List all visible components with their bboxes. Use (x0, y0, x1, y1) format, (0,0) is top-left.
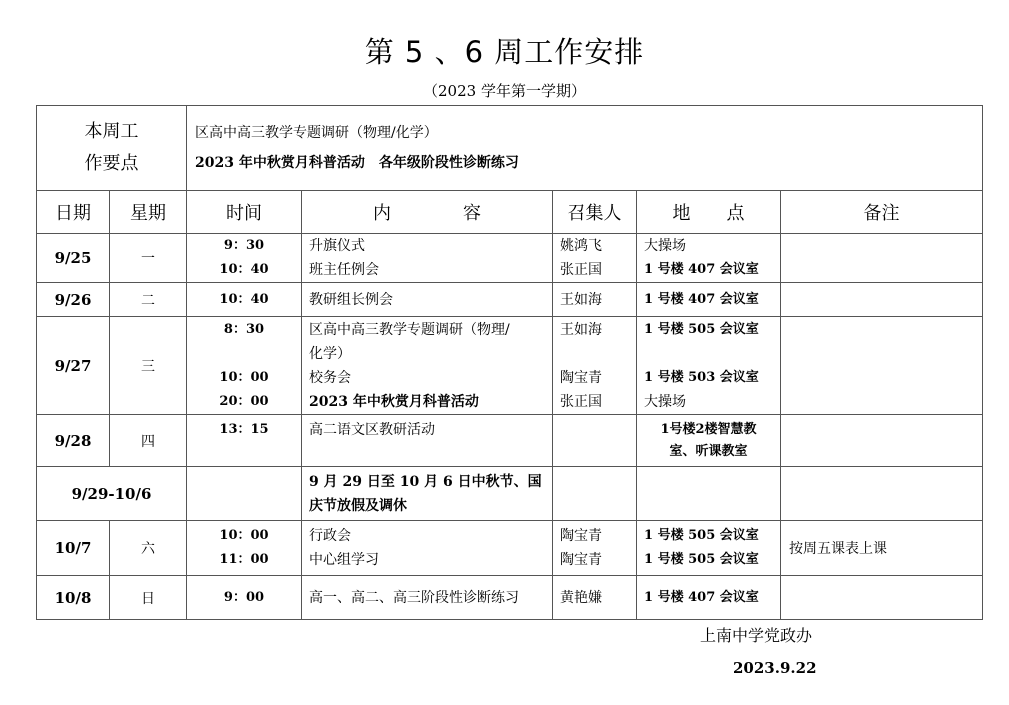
location-cell (637, 415, 781, 467)
time-value: 9：00 (223, 589, 265, 605)
content-value: 教研组长例会 (309, 291, 393, 308)
location-value: 1 号楼 505 会议室 (644, 321, 759, 337)
convener-cell (553, 415, 637, 467)
header-convener: 召集人 (553, 191, 637, 234)
table-row (37, 234, 983, 283)
focus-label-cell (37, 106, 187, 191)
content-value: 行政会 (309, 528, 351, 544)
convener-cell (553, 576, 637, 620)
content-value: 班主任例会 (309, 262, 379, 278)
convener-cell (553, 234, 637, 283)
time-value: 11：00 (219, 552, 269, 567)
location-cell (637, 234, 781, 283)
table-row (37, 283, 983, 317)
convener-value: 王如海 (560, 291, 602, 308)
content-value: 升旗仪式 (309, 238, 365, 254)
time-value (187, 342, 301, 366)
convener-value: 陶宝青 (560, 528, 602, 544)
content-value: 高一、高二、高三阶段性诊断练习 (309, 589, 519, 606)
location-value: 大操场 (644, 393, 686, 410)
time-value: 13：15 (219, 422, 269, 437)
schedule-table (36, 105, 983, 620)
content-value: 化学） (309, 345, 351, 362)
content-cell (302, 283, 553, 317)
convener-cell (553, 521, 637, 576)
time-value: 10：40 (219, 291, 269, 307)
issue-date: 2023.9.22 (733, 659, 817, 677)
content-value: 区高中高三教学专题调研（物理/ (309, 321, 510, 338)
convener-cell (553, 317, 637, 415)
weekday-cell: 四 (110, 415, 187, 467)
time-value: 20：00 (219, 393, 269, 409)
content-cell (302, 576, 553, 620)
header-row (37, 191, 983, 234)
location-cell (637, 283, 781, 317)
time-value: 10：00 (219, 369, 269, 385)
note-cell (781, 283, 983, 317)
table-row (37, 521, 983, 576)
convener-value: 张正国 (560, 262, 602, 278)
convener-value (560, 342, 636, 366)
location-value: 1 号楼 407 会议室 (644, 291, 759, 307)
location-value: 1 号楼 503 会议室 (644, 369, 759, 385)
header-content: 内 容 (302, 191, 553, 234)
date-cell: 9/28 (37, 415, 110, 467)
location-value: 1 号楼 505 会议室 (644, 528, 759, 543)
focus-label-line1: 本周工 (84, 121, 139, 142)
convener-value: 黄艳嫌 (560, 589, 602, 606)
date-cell: 9/26 (37, 283, 110, 317)
time-cell (187, 283, 302, 317)
issuing-office: 上南中学党政办 (700, 626, 813, 645)
location-cell (637, 317, 781, 415)
content-value: 9 月 29 日至 10 月 6 日中秋节、国 (309, 473, 542, 490)
focus-item: 区高中高三教学专题调研（物理/化学） (195, 125, 438, 141)
date-cell: 9/29-10/6 (37, 467, 187, 521)
time-cell (187, 317, 302, 415)
time-cell (187, 521, 302, 576)
content-value: 高二语文区教研活动 (309, 422, 435, 438)
time-value: 8：30 (223, 321, 265, 337)
page-title: 第 5 、6 周工作安排 (364, 35, 645, 69)
date-cell: 9/25 (37, 234, 110, 283)
time-cell (187, 576, 302, 620)
location-value: 1 号楼 407 会议室 (644, 262, 759, 277)
table-row (37, 415, 983, 467)
content-value: 校务会 (309, 369, 351, 386)
convener-value: 陶宝青 (560, 552, 602, 568)
weekday-cell: 日 (110, 576, 187, 620)
location-cell (637, 576, 781, 620)
focus-label-line2: 作要点 (84, 153, 139, 174)
focus-row (37, 106, 983, 191)
location-value: 大操场 (644, 238, 686, 254)
date-cell: 10/7 (37, 521, 110, 576)
header-weekday: 星期 (110, 191, 187, 234)
location-cell (637, 521, 781, 576)
location-value: 1 号楼 407 会议室 (644, 589, 759, 605)
content-cell (302, 317, 553, 415)
location-cell (637, 467, 781, 521)
note-cell (781, 576, 983, 620)
convener-value: 姚鸿飞 (560, 238, 602, 254)
content-value: 中心组学习 (309, 552, 379, 568)
date-cell: 9/27 (37, 317, 110, 415)
time-cell (187, 415, 302, 467)
header-location: 地 点 (637, 191, 781, 234)
content-cell (302, 415, 553, 467)
weekday-cell: 一 (110, 234, 187, 283)
location-value: 1 号楼 505 会议室 (644, 552, 759, 567)
weekday-cell: 六 (110, 521, 187, 576)
location-value: 室、听课教室 (669, 443, 748, 459)
page-subtitle: （2023 学年第一学期） (423, 82, 586, 100)
time-cell (187, 467, 302, 521)
date-cell: 10/8 (37, 576, 110, 620)
content-value: 庆节放假及调休 (309, 497, 407, 514)
convener-cell (553, 283, 637, 317)
note-cell (781, 415, 983, 467)
time-value: 10：40 (219, 262, 269, 277)
note-cell (781, 467, 983, 521)
content-cell (302, 521, 553, 576)
content-value: 2023 年中秋赏月科普活动 (309, 393, 479, 410)
convener-cell (553, 467, 637, 521)
weekday-cell: 三 (110, 317, 187, 415)
convener-value: 陶宝青 (560, 369, 602, 386)
focus-content-cell (187, 106, 983, 191)
note-cell (781, 317, 983, 415)
content-cell (302, 467, 553, 521)
header-date: 日期 (37, 191, 110, 234)
location-value: 1号楼2楼智慧教 (660, 421, 757, 437)
header-notes: 备注 (781, 191, 983, 234)
time-cell (187, 234, 302, 283)
location-value (644, 342, 780, 366)
table-row (37, 576, 983, 620)
note-cell: 按周五课表上课 (781, 521, 983, 576)
time-value: 9：30 (223, 238, 265, 253)
table-row (37, 467, 983, 521)
convener-value: 王如海 (560, 321, 602, 338)
content-cell (302, 234, 553, 283)
time-value: 10：00 (219, 528, 269, 543)
weekday-cell: 二 (110, 283, 187, 317)
header-time: 时间 (187, 191, 302, 234)
table-row (37, 317, 983, 415)
focus-item: 2023 年中秋赏月科普活动 各年级阶段性诊断练习 (195, 155, 519, 171)
convener-value: 张正国 (560, 393, 602, 410)
note-cell (781, 234, 983, 283)
